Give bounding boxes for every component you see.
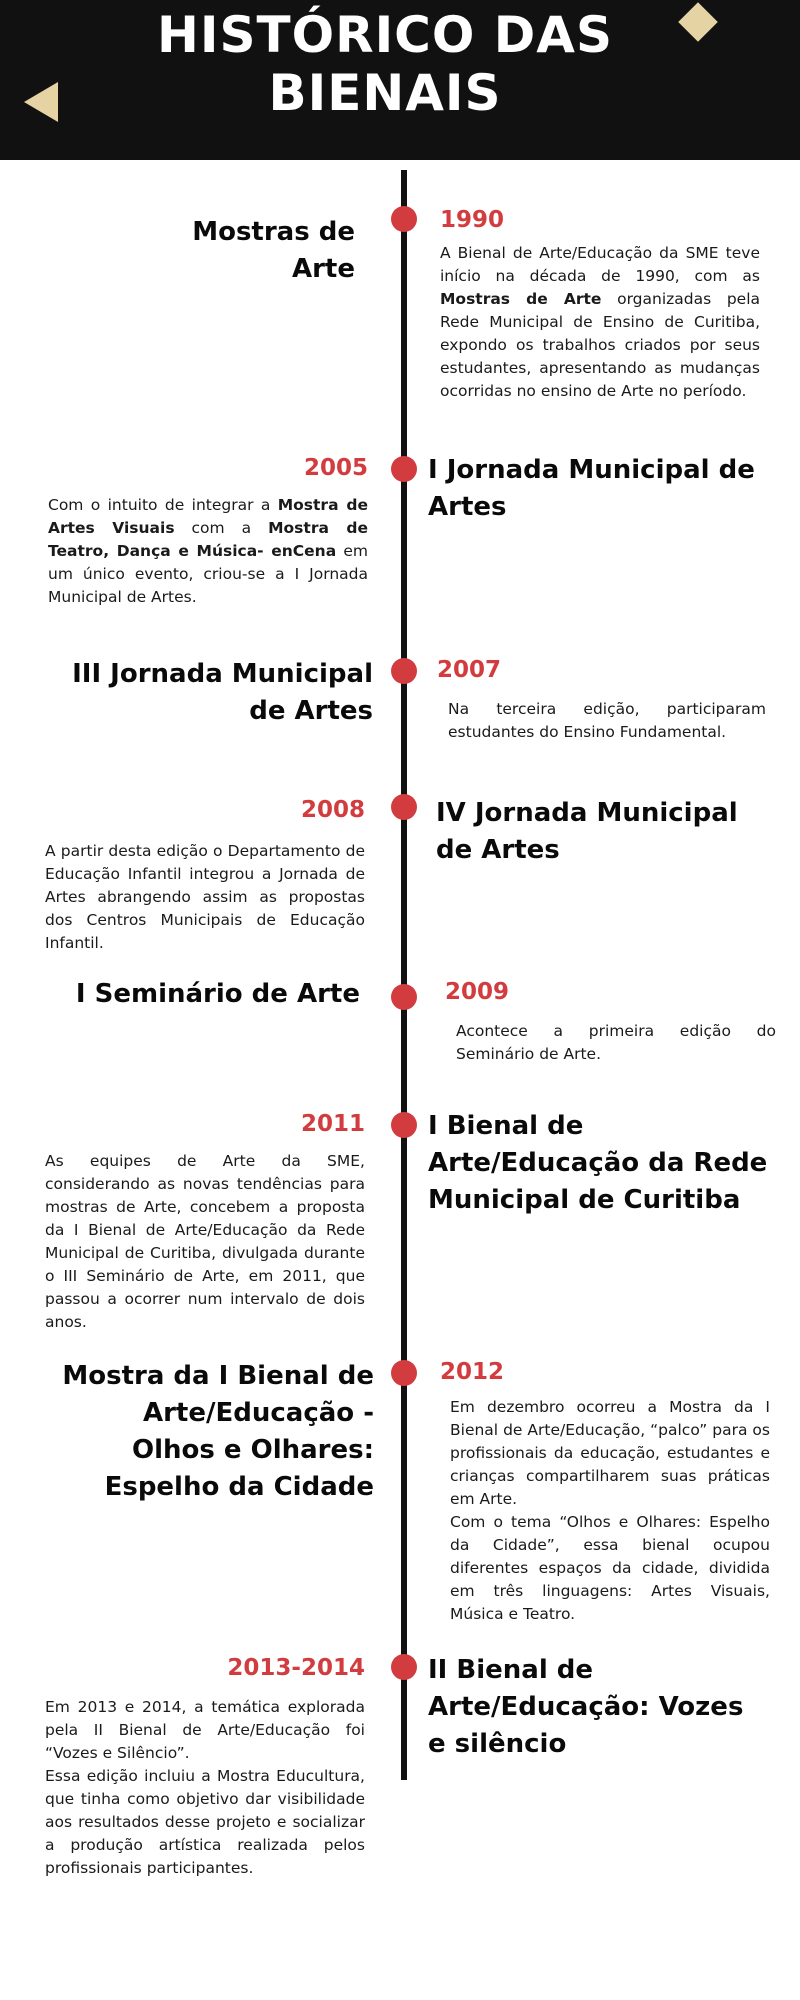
year-2011: 2011 bbox=[300, 1111, 365, 1137]
timeline-dot-2005 bbox=[391, 456, 417, 482]
desc-1990: A Bienal de Arte/Educação da SME teve início na década de 1990, com as Mostras de Arte organizadas pela Rede Municipal de Ensino de Curitiba, expondo os trabalhos criados por seus estudantes, apresentando as mudanças ocorridas no ensino de Arte no período. bbox=[440, 244, 760, 400]
timeline-dot-2008 bbox=[391, 794, 417, 820]
desc-2009: Acontece a primeira edição do Seminário de Arte. bbox=[456, 1022, 776, 1063]
title-2012: Mostra da I Bienal de Arte/Educação - Olhos e Olhares: Espelho da Cidade bbox=[62, 1361, 374, 1502]
desc-2012-paragraph-2: Com o tema “Olhos e Olhares: Espelho da Cidade”, essa bienal ocupou diferentes espaços da cidade, dividida em três linguagens: Artes Visuais, Música e Teatro. bbox=[450, 1513, 770, 1623]
title-2008: IV Jornada Municipal de Artes bbox=[436, 798, 738, 865]
desc-2012-paragraph-1: Em dezembro ocorreu a Mostra da I Bienal de Arte/Educação, “palco” para os profissionais da educação, estudantes e crianças compartilharem suas práticas em Arte. bbox=[450, 1398, 770, 1508]
year-1990: 1990 bbox=[440, 207, 505, 233]
title-2013-2014: II Bienal de Arte/Educação: Vozes e silêncio bbox=[428, 1655, 744, 1759]
year-2013-2014: 2013-2014 bbox=[227, 1655, 365, 1681]
year-2005: 2005 bbox=[303, 455, 368, 481]
timeline-dot-2007 bbox=[391, 658, 417, 684]
desc-2008: A partir desta edição o Departamento de Educação Infantil integrou a Jornada de Artes abrangendo assim as propostas dos Centros Municipais de Educação Infantil. bbox=[45, 842, 365, 952]
title-2007: III Jornada Municipal de Artes bbox=[72, 659, 373, 726]
triangle-decoration-icon bbox=[24, 82, 58, 122]
timeline-dot-2011 bbox=[391, 1112, 417, 1138]
desc-2013-2014-paragraph-2: Essa edição incluiu a Mostra Educultura, que tinha como objetivo dar visibilidade aos resultados desse projeto e socializar a produção artística realizada pelos profissionais participantes. bbox=[45, 1767, 365, 1877]
timeline-dot-1990 bbox=[391, 206, 417, 232]
page-title-line-1: HISTÓRICO DAS bbox=[157, 6, 613, 64]
desc-2012 bbox=[450, 1396, 770, 1626]
timeline-dot-2012 bbox=[391, 1360, 417, 1386]
title-1990: Mostras de Arte bbox=[192, 217, 355, 284]
page-title-line-2: BIENAIS bbox=[268, 64, 502, 122]
desc-2005: Com o intuito de integrar a Mostra de Artes Visuais com a Mostra de Teatro, Dança e Música- enCena em um único evento, criou-se a I Jornada Municipal de Artes. bbox=[48, 496, 368, 606]
title-2011: I Bienal de Arte/Educação da Rede Municipal de Curitiba bbox=[428, 1111, 768, 1215]
year-2008: 2008 bbox=[300, 797, 365, 823]
year-2012: 2012 bbox=[440, 1359, 505, 1385]
year-2007: 2007 bbox=[437, 657, 502, 683]
title-2005: I Jornada Municipal de Artes bbox=[428, 455, 755, 522]
title-2009: I Seminário de Arte bbox=[75, 979, 360, 1009]
desc-2013-2014 bbox=[45, 1696, 365, 1880]
desc-2007: Na terceira edição, participaram estudantes do Ensino Fundamental. bbox=[448, 700, 766, 741]
timeline-dot-2013-2014 bbox=[391, 1654, 417, 1680]
timeline-axis bbox=[401, 170, 407, 1780]
desc-2011: As equipes de Arte da SME, considerando as novas tendências para mostras de Arte, concebem a proposta da I Bienal de Arte/Educação da Rede Municipal de Curitiba, divulgada durante o III Seminário de Arte, em 2011, que passou a ocorrer num intervalo de dois anos. bbox=[45, 1152, 365, 1331]
year-2009: 2009 bbox=[445, 979, 510, 1005]
page-title bbox=[0, 6, 770, 122]
timeline-dot-2009 bbox=[391, 984, 417, 1010]
desc-2013-2014-paragraph-1: Em 2013 e 2014, a temática explorada pela II Bienal de Arte/Educação foi “Vozes e Silêncio”. bbox=[45, 1698, 365, 1762]
header-banner bbox=[0, 0, 800, 160]
